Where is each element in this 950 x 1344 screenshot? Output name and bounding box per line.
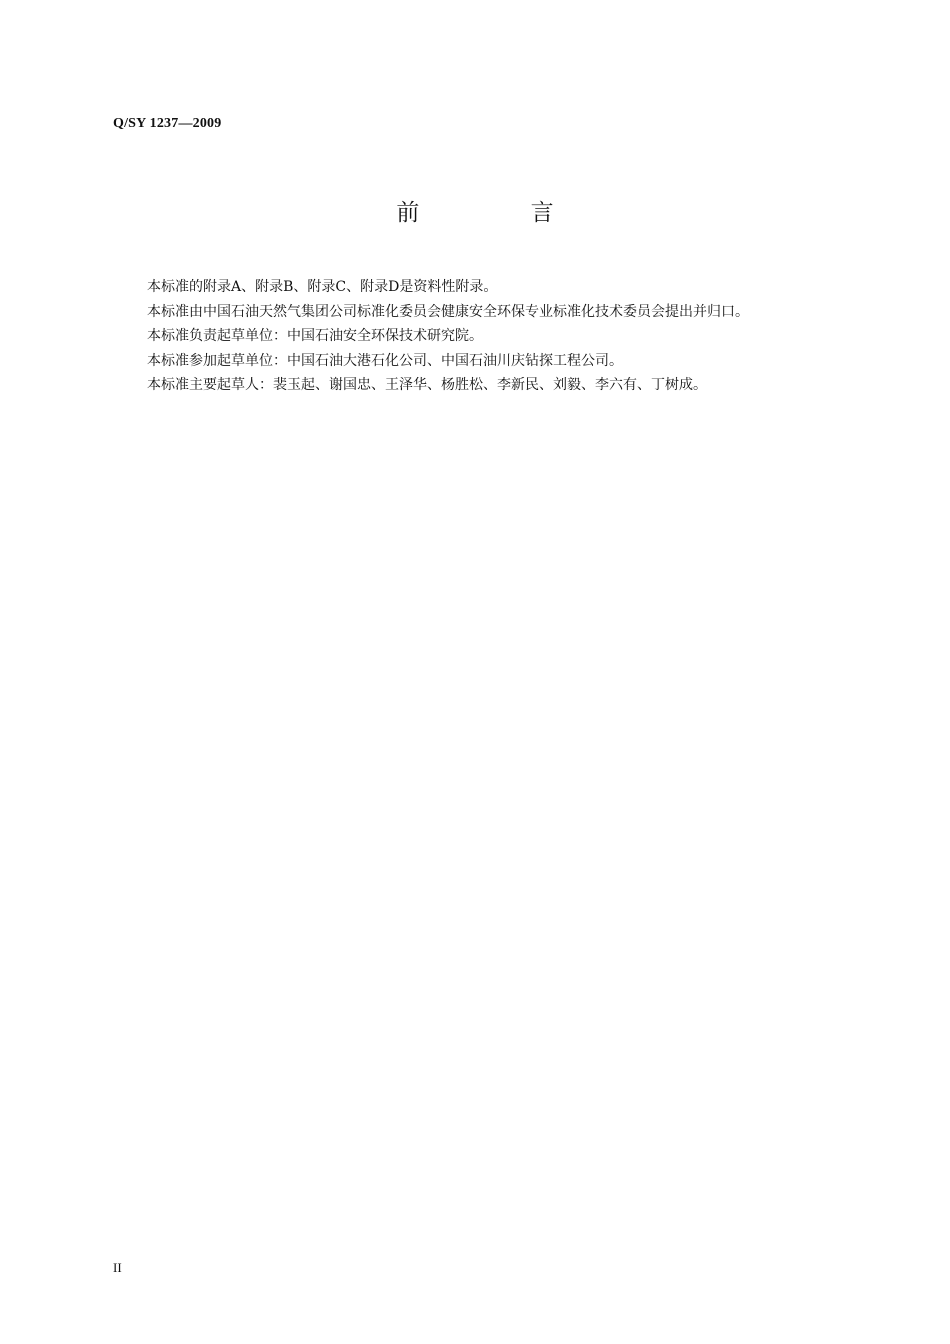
paragraph-appendix-note: 本标准的附录A、附录B、附录C、附录D是资料性附录。 (147, 279, 498, 295)
page-title: 前 言 (396, 200, 606, 226)
standard-number: Q/SY 1237—2009 (113, 116, 222, 131)
paragraph-main-authors: 本标准主要起草人：裴玉起、谢国忠、王泽华、杨胜松、李新民、刘毅、李六有、丁树成。 (147, 377, 707, 393)
foreword-body (147, 275, 887, 398)
paragraph-lead-drafter: 本标准负责起草单位：中国石油安全环保技术研究院。 (147, 328, 483, 344)
paragraph-proposer: 本标准由中国石油天然气集团公司标准化委员会健康安全环保专业标准化技术委员会提出并归口。 (147, 303, 749, 320)
paragraph-participating-drafters: 本标准参加起草单位：中国石油大港石化公司、中国石油川庆钻探工程公司。 (147, 352, 623, 369)
page-number: II (113, 1260, 122, 1275)
